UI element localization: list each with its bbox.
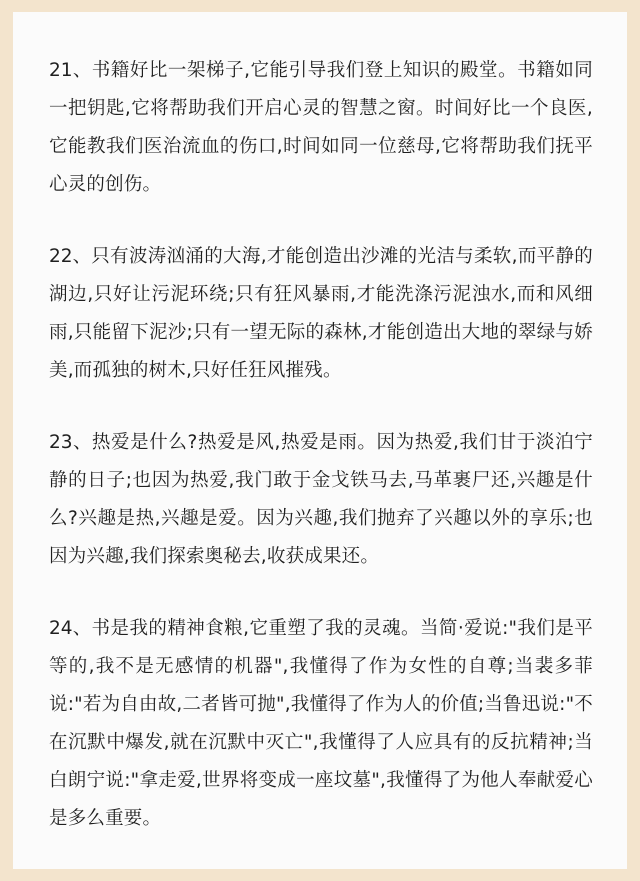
text-card — [13, 12, 627, 869]
paragraph-text: 书籍好比一架梯子,它能引导我们登上知识的殿堂。书籍如同一把钥匙,它将帮助我们开启心灵的智慧之窗。时间好比一个良医,它能教我们医治流血的伤口,时间如同一位慈母,它将帮助我们抚平心灵的创伤。 — [49, 60, 593, 195]
paragraph-text: 书是我的精神食粮,它重塑了我的灵魂。当简·爱说:"我们是平等的,我不是无感情的机器",我懂得了作为女性的自尊;当裴多菲说:"若为自由故,二者皆可抛",我懂得了作为人的价值;当鲁迅说:"不在沉默中爆发,就在沉默中灭亡",我懂得了人应具有的反抗精神;当白朗宁说:"拿走爱,世界将变成一座坟墓",我懂得了为他人奉献爱心是多么重要。 — [49, 618, 594, 829]
paragraph-22 — [49, 238, 593, 390]
paragraph-23 — [49, 424, 593, 576]
paragraph-number: 21、 — [49, 60, 92, 81]
paragraph-number: 22、 — [49, 246, 92, 267]
paragraph-text: 只有波涛汹涌的大海,才能创造出沙滩的光洁与柔软,而平静的湖边,只好让污泥环绕;只有狂风暴雨,才能洗涤污泥浊水,而和风细雨,只能留下泥沙;只有一望无际的森林,才能创造出大地的翠绿与娇美,而孤独的树木,只好任狂风摧残。 — [49, 246, 593, 381]
paragraph-24 — [49, 610, 593, 838]
paragraph-21 — [49, 52, 593, 204]
paragraph-number: 23、 — [49, 432, 92, 453]
paragraph-text: 热爱是什么?热爱是风,热爱是雨。因为热爱,我们甘于淡泊宁静的日子;也因为热爱,我门敢于金戈铁马去,马革裹尸还,兴趣是什么?兴趣是热,兴趣是爱。因为兴趣,我们抛弃了兴趣以外的享乐;也因为兴趣,我们探索奥秘去,收获成果还。 — [49, 432, 593, 567]
paragraph-number: 24、 — [49, 618, 92, 639]
